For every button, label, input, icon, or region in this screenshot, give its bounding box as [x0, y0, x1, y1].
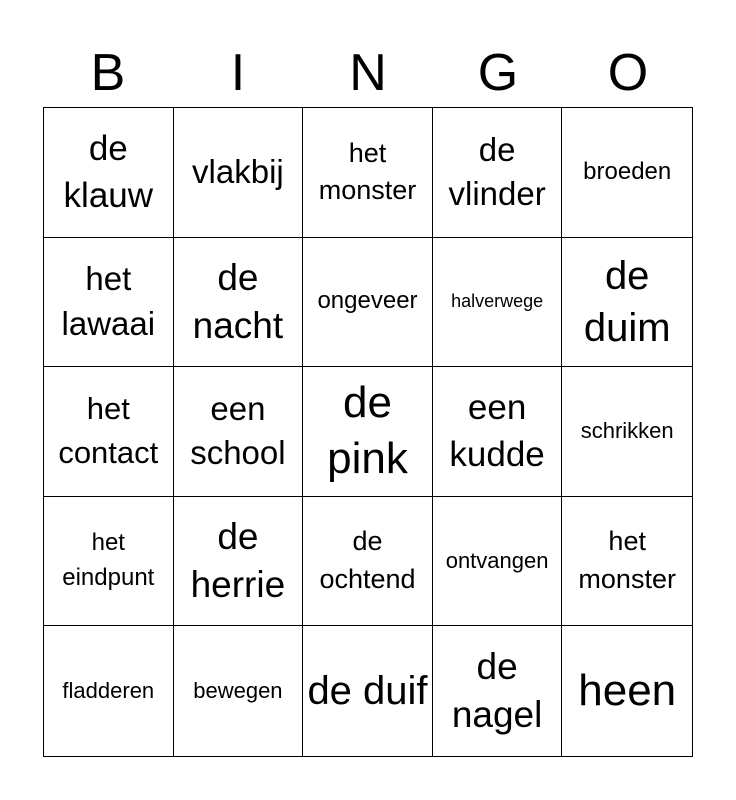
cell-text: de nagel [451, 646, 543, 736]
cell-text: de duim [583, 253, 671, 350]
bingo-cell[interactable] [562, 108, 692, 238]
cell-text: de klauw [63, 129, 154, 216]
bingo-cell[interactable] [433, 367, 563, 497]
header-letter-g: G [477, 44, 519, 102]
cell-text: de vlinder [448, 130, 546, 213]
header-letter-n: N [349, 44, 387, 102]
header-letter-b: B [90, 44, 126, 102]
bingo-cell[interactable] [303, 626, 433, 756]
cell-text: halverwege [451, 291, 544, 312]
bingo-cell[interactable] [44, 367, 174, 497]
bingo-cell[interactable] [303, 367, 433, 497]
bingo-cell[interactable] [303, 497, 433, 627]
cell-text: de ochtend [319, 526, 416, 595]
bingo-cell[interactable] [433, 497, 563, 627]
cell-text: heen [578, 666, 677, 716]
bingo-cell[interactable] [174, 626, 304, 756]
bingo-cell[interactable] [174, 108, 304, 238]
bingo-cell[interactable] [562, 367, 692, 497]
bingo-cell[interactable] [562, 497, 692, 627]
header-letter-i: I [230, 44, 246, 102]
bingo-cell[interactable] [433, 108, 563, 238]
cell-text: vlakbij [192, 153, 284, 191]
cell-text: fladderen [62, 677, 155, 703]
bingo-card-grid [43, 107, 693, 757]
bingo-cell[interactable] [433, 238, 563, 368]
bingo-cell[interactable] [433, 626, 563, 756]
cell-text: broeden [583, 157, 672, 185]
cell-text: een school [190, 389, 286, 472]
cell-text: de pink [327, 378, 408, 484]
cell-text: de herrie [190, 516, 286, 606]
bingo-cell[interactable] [44, 497, 174, 627]
bingo-cell[interactable] [174, 238, 304, 368]
header-letter-o: O [607, 44, 649, 102]
bingo-cell[interactable] [562, 626, 692, 756]
cell-text: het contact [58, 390, 159, 471]
bingo-cell[interactable] [44, 238, 174, 368]
cell-text: de duif [307, 669, 428, 714]
bingo-cell[interactable] [303, 108, 433, 238]
cell-text: bewegen [193, 677, 283, 703]
cell-text: ontvangen [445, 547, 549, 573]
cell-text: het eindpunt [62, 529, 155, 592]
bingo-cell[interactable] [44, 108, 174, 238]
bingo-header [43, 40, 693, 106]
bingo-cell[interactable] [44, 626, 174, 756]
cell-text: de nacht [192, 256, 284, 346]
cell-text: het monster [578, 526, 676, 595]
bingo-cell[interactable] [562, 238, 692, 368]
cell-text: ongeveer [317, 287, 418, 315]
bingo-cell[interactable] [303, 238, 433, 368]
cell-text: het lawaai [61, 260, 156, 342]
cell-text: schrikken [580, 418, 674, 444]
bingo-cell[interactable] [174, 497, 304, 627]
cell-text: een kudde [449, 388, 545, 475]
bingo-cell[interactable] [174, 367, 304, 497]
cell-text: het monster [318, 137, 417, 206]
